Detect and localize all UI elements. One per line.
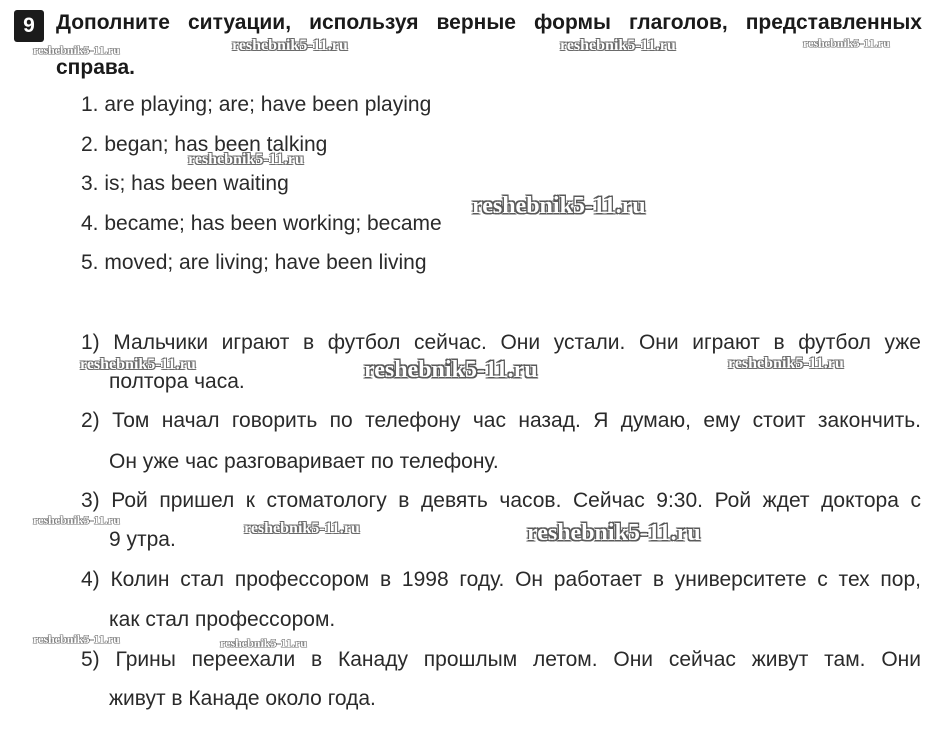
translation-4-line-1: 4) Колин стал профессором в 1998 году. Он работает в университете с тех пор, bbox=[81, 568, 921, 591]
watermark: reshebnik5-11.ru bbox=[364, 357, 538, 383]
title-line-2: справа. bbox=[56, 56, 136, 79]
watermark: reshebnik5-11.ru bbox=[33, 43, 120, 57]
watermark: reshebnik5-11.ru bbox=[728, 355, 844, 372]
watermark: reshebnik5-11.ru bbox=[803, 36, 890, 50]
translation-3-line-1: 3) Рой пришел к стоматологу в девять часов. Сейчас 9:30. Рой ждет доктора с bbox=[81, 489, 921, 512]
answer-item-3: 3. is; has been waiting bbox=[81, 172, 289, 195]
translation-5-line-2: живут в Канаде около года. bbox=[109, 687, 376, 710]
translation-3-line-2: 9 утра. bbox=[109, 528, 176, 551]
watermark: reshebnik5-11.ru bbox=[560, 37, 676, 54]
answer-item-2: 2. began; has been talking bbox=[81, 133, 328, 156]
watermark: reshebnik5-11.ru bbox=[472, 193, 646, 219]
translation-2-line-2: Он уже час разговаривает по телефону. bbox=[109, 450, 499, 473]
watermark: reshebnik5-11.ru bbox=[188, 151, 304, 168]
translation-2-line-1: 2) Том начал говорить по телефону час назад. Я думаю, ему стоит закончить. bbox=[81, 409, 921, 432]
answer-item-4: 4. became; has been working; became bbox=[81, 212, 442, 235]
watermark: reshebnik5-11.ru bbox=[232, 37, 348, 54]
translation-1-line-1: 1) Мальчики играют в футбол сейчас. Они устали. Они играют в футбол уже bbox=[81, 331, 921, 354]
watermark: reshebnik5-11.ru bbox=[244, 520, 360, 537]
answer-item-5: 5. moved; are living; have been living bbox=[81, 251, 427, 274]
exercise-number-badge: 9 bbox=[14, 10, 44, 42]
watermark: reshebnik5-11.ru bbox=[80, 356, 196, 373]
watermark: reshebnik5-11.ru bbox=[33, 632, 120, 646]
translation-4-line-2: как стал профессором. bbox=[109, 608, 336, 631]
translation-5-line-1: 5) Грины переехали в Канаду прошлым летом. Они сейчас живут там. Они bbox=[81, 648, 921, 671]
title-line-1: Дополните ситуации, используя верные формы глаголов, представленных bbox=[56, 11, 922, 34]
watermark: reshebnik5-11.ru bbox=[33, 513, 120, 527]
watermark: reshebnik5-11.ru bbox=[527, 520, 701, 546]
watermark: reshebnik5-11.ru bbox=[220, 636, 307, 650]
answer-item-1: 1. are playing; are; have been playing bbox=[81, 93, 432, 116]
translation-1-line-2: полтора часа. bbox=[109, 370, 245, 393]
